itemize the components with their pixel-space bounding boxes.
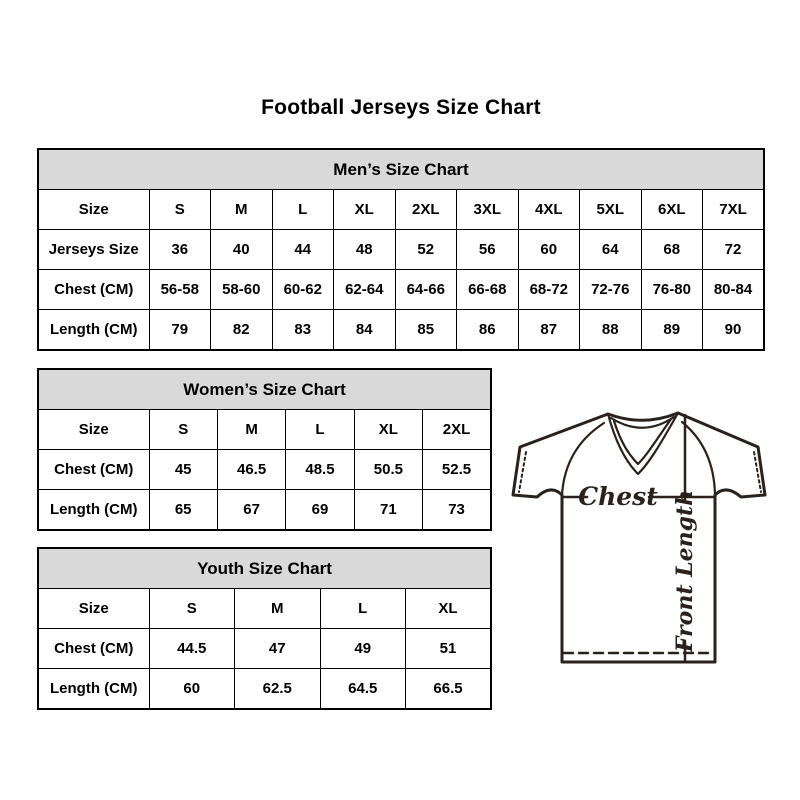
cell: 56-58 <box>149 270 211 310</box>
table-row <box>38 629 491 669</box>
cell: XL <box>334 190 396 230</box>
cell: 48 <box>334 230 396 270</box>
cell: L <box>286 410 354 450</box>
mens-table-title: Men’s Size Chart <box>38 149 764 190</box>
cell: 64.5 <box>320 669 406 710</box>
cell: XL <box>406 589 492 629</box>
youth-table-title: Youth Size Chart <box>38 548 491 589</box>
table-row <box>38 270 764 310</box>
table-row <box>38 669 491 710</box>
cell: 68 <box>641 230 703 270</box>
cell: 88 <box>580 310 642 351</box>
cell: 7XL <box>703 190 765 230</box>
cell: 73 <box>423 490 491 531</box>
cell: 76-80 <box>641 270 703 310</box>
table-row <box>38 450 491 490</box>
front-length-label: Front Length <box>672 489 698 653</box>
cell: 87 <box>518 310 580 351</box>
jersey-diagram <box>505 396 775 681</box>
cell: 6XL <box>641 190 703 230</box>
table-title-row <box>38 548 491 589</box>
cell: 67 <box>217 490 285 531</box>
cell: 64 <box>580 230 642 270</box>
cell: M <box>211 190 273 230</box>
cell: S <box>149 410 217 450</box>
row-header-size: Size <box>38 410 149 450</box>
row-header-jerseys-size: Jerseys Size <box>38 230 149 270</box>
cell: 64-66 <box>395 270 457 310</box>
row-header-size: Size <box>38 190 149 230</box>
table-row <box>38 230 764 270</box>
cell: 40 <box>211 230 273 270</box>
table-row <box>38 310 764 351</box>
cell: 68-72 <box>518 270 580 310</box>
cell: 82 <box>211 310 273 351</box>
cell: 49 <box>320 629 406 669</box>
cell: 72-76 <box>580 270 642 310</box>
cell: 60 <box>149 669 235 710</box>
womens-size-chart-table <box>37 368 492 531</box>
cell: L <box>320 589 406 629</box>
cell: 45 <box>149 450 217 490</box>
jersey-outline <box>513 413 765 662</box>
cell: 48.5 <box>286 450 354 490</box>
table-row <box>38 190 764 230</box>
row-header-chest: Chest (CM) <box>38 450 149 490</box>
cell: 65 <box>149 490 217 531</box>
row-header-length: Length (CM) <box>38 310 149 351</box>
cell: 84 <box>334 310 396 351</box>
cell: 47 <box>235 629 321 669</box>
cell: 62.5 <box>235 669 321 710</box>
cell: 52 <box>395 230 457 270</box>
cell: 44 <box>272 230 334 270</box>
cell: XL <box>354 410 422 450</box>
cell: 72 <box>703 230 765 270</box>
cell: 50.5 <box>354 450 422 490</box>
table-title-row <box>38 369 491 410</box>
cell: 4XL <box>518 190 580 230</box>
row-header-size: Size <box>38 589 149 629</box>
cell: 60-62 <box>272 270 334 310</box>
cell: L <box>272 190 334 230</box>
cell: 79 <box>149 310 211 351</box>
cell: 44.5 <box>149 629 235 669</box>
cell: 56 <box>457 230 519 270</box>
table-row <box>38 589 491 629</box>
cell: 46.5 <box>217 450 285 490</box>
table-title-row <box>38 149 764 190</box>
cell: 52.5 <box>423 450 491 490</box>
cell: 58-60 <box>211 270 273 310</box>
chest-label: Chest <box>578 482 658 511</box>
cell: 71 <box>354 490 422 531</box>
cell: 2XL <box>423 410 491 450</box>
cell: 86 <box>457 310 519 351</box>
cell: M <box>235 589 321 629</box>
womens-table-title: Women’s Size Chart <box>38 369 491 410</box>
cell: M <box>217 410 285 450</box>
cell: 69 <box>286 490 354 531</box>
row-header-chest: Chest (CM) <box>38 629 149 669</box>
row-header-length: Length (CM) <box>38 490 149 531</box>
cell: 89 <box>641 310 703 351</box>
table-row <box>38 490 491 531</box>
cell: 5XL <box>580 190 642 230</box>
cell: 66.5 <box>406 669 492 710</box>
cell: 62-64 <box>334 270 396 310</box>
cell: 66-68 <box>457 270 519 310</box>
cell: 36 <box>149 230 211 270</box>
table-row <box>38 410 491 450</box>
cell: 3XL <box>457 190 519 230</box>
youth-size-chart-table <box>37 547 492 710</box>
cell: 85 <box>395 310 457 351</box>
cell: 90 <box>703 310 765 351</box>
page-title: Football Jerseys Size Chart <box>261 96 541 119</box>
cell: 60 <box>518 230 580 270</box>
cell: 51 <box>406 629 492 669</box>
cell: S <box>149 589 235 629</box>
mens-size-chart-table <box>37 148 765 351</box>
cell: 80-84 <box>703 270 765 310</box>
cell: 83 <box>272 310 334 351</box>
cell: S <box>149 190 211 230</box>
row-header-length: Length (CM) <box>38 669 149 710</box>
cell: 2XL <box>395 190 457 230</box>
row-header-chest: Chest (CM) <box>38 270 149 310</box>
